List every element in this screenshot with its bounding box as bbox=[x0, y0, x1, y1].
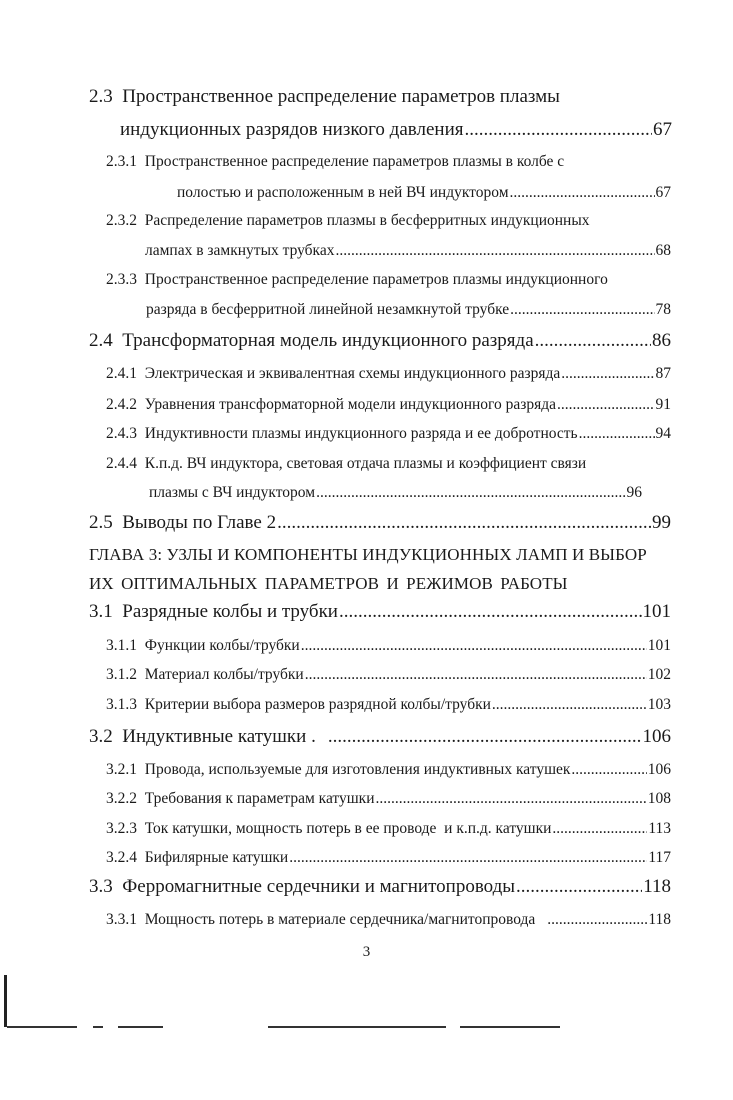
toc-page: 103 bbox=[647, 696, 671, 713]
toc-page: 68 bbox=[655, 242, 671, 259]
toc-number: 2.3 bbox=[89, 86, 113, 107]
leader-dots bbox=[516, 876, 642, 898]
toc-entry-3-2 bbox=[89, 726, 671, 748]
toc-entry-3-1-1 bbox=[106, 637, 671, 655]
leader-dots bbox=[510, 184, 655, 202]
page-number: 3 bbox=[362, 944, 371, 960]
scan-margin-line bbox=[4, 975, 7, 1027]
toc-page: 106 bbox=[642, 726, 671, 747]
toc-entry-2-3-1-line2 bbox=[177, 184, 671, 202]
leader-dots bbox=[547, 911, 647, 929]
toc-number: 2.3.3 bbox=[106, 271, 137, 288]
toc-title: Ток катушки, мощность потерь в ее проводе и к.п.д. катушки bbox=[144, 820, 552, 837]
toc-title: Уравнения трансформаторной модели индукционного разряда bbox=[144, 396, 557, 413]
toc-number: 3.1 bbox=[89, 601, 113, 622]
toc-title: Функции колбы/трубки bbox=[144, 637, 300, 654]
toc-title: Распределение параметров плазмы в бесферритных индукционных bbox=[144, 212, 590, 229]
toc-number: 2.4.4 bbox=[106, 455, 137, 472]
leader-dots bbox=[289, 849, 647, 867]
chapter-3-heading-line1: ГЛАВА 3: УЗЛЫ И КОМПОНЕНТЫ ИНДУКЦИОННЫХ ЛАМП И ВЫБОР bbox=[89, 545, 647, 564]
toc-page: 67 bbox=[655, 184, 671, 201]
toc-title: Трансформаторная модель индукционного разряда bbox=[122, 330, 534, 351]
toc-page: 78 bbox=[655, 301, 671, 318]
chapter-3-heading-line2: ИХ ОПТИМАЛЬНЫХ ПАРАМЕТРОВ И РЕЖИМОВ РАБОТЫ bbox=[89, 574, 568, 593]
leader-dots bbox=[305, 666, 647, 684]
toc-title: Пространственное распределение параметров плазмы индукционного bbox=[144, 271, 608, 288]
toc-title: Ферромагнитные сердечники и магнитопроводы bbox=[122, 876, 516, 897]
scan-bottom-rule-segment bbox=[460, 1026, 560, 1028]
scan-bottom-rule-segment bbox=[118, 1026, 163, 1028]
leader-dots bbox=[552, 820, 647, 838]
toc-entry-2-3-2-line1 bbox=[106, 212, 590, 230]
toc-number: 2.4 bbox=[89, 330, 113, 351]
toc-entry-3-2-3 bbox=[106, 820, 671, 838]
toc-entry-2-5 bbox=[89, 512, 671, 534]
leader-dots bbox=[561, 365, 654, 383]
toc-title: Индуктивные катушки . bbox=[122, 726, 316, 747]
toc-entry-2-3-line1 bbox=[89, 86, 560, 108]
toc-entry-3-3 bbox=[89, 876, 671, 898]
toc-entry-2-4-2 bbox=[106, 396, 671, 414]
toc-number: 3.2.1 bbox=[106, 761, 137, 778]
toc-entry-3-2-1 bbox=[106, 761, 671, 779]
toc-page: 96 bbox=[626, 484, 642, 501]
toc-number: 3.1.3 bbox=[106, 696, 137, 713]
toc-entry-3-1-3 bbox=[106, 696, 671, 714]
toc-title-cont: лампах в замкнутых трубках bbox=[145, 242, 335, 259]
toc-title-cont: индукционных разрядов низкого давления bbox=[120, 119, 464, 140]
toc-entry-2-4-3 bbox=[106, 425, 671, 443]
toc-page: 117 bbox=[648, 849, 671, 866]
leader-dots bbox=[464, 119, 652, 141]
toc-number: 3.2.2 bbox=[106, 790, 137, 807]
toc-number: 3.3 bbox=[89, 876, 113, 897]
toc-title: Выводы по Главе 2 bbox=[122, 512, 277, 533]
leader-dots bbox=[376, 790, 647, 808]
leader-dots bbox=[557, 396, 654, 414]
leader-dots bbox=[301, 637, 647, 655]
leader-dots bbox=[571, 761, 646, 779]
leader-dots bbox=[339, 601, 642, 623]
toc-entry-2-3-2-line2 bbox=[145, 242, 671, 260]
toc-title: Разрядные колбы и трубки bbox=[122, 601, 338, 622]
toc-page: 101 bbox=[642, 601, 671, 622]
toc-entry-3-3-1 bbox=[106, 911, 671, 929]
toc-entry-3-2-2 bbox=[106, 790, 671, 808]
toc-page: 91 bbox=[655, 396, 671, 413]
toc-entry-2-3-1-line1 bbox=[106, 153, 564, 171]
toc-number: 2.4.3 bbox=[106, 425, 137, 442]
toc-number: 3.1.2 bbox=[106, 666, 137, 683]
leader-dots bbox=[316, 484, 625, 502]
toc-number: 3.2.4 bbox=[106, 849, 137, 866]
toc-title: Электрическая и эквивалентная схемы индукционного разряда bbox=[144, 365, 561, 382]
toc-title: Провода, используемые для изготовления индуктивных катушек bbox=[144, 761, 571, 778]
toc-title: Критерии выбора размеров разрядной колбы/трубки bbox=[144, 696, 491, 713]
scan-bottom-rule-segment bbox=[268, 1026, 446, 1028]
toc-title-cont: разряда в бесферритной линейной незамкнутой трубке bbox=[146, 301, 510, 318]
leader-dots bbox=[535, 330, 651, 352]
toc-entry-2-4 bbox=[89, 330, 671, 352]
toc-title: Бифилярные катушки bbox=[144, 849, 289, 866]
leader-dots bbox=[328, 726, 642, 748]
toc-title-cont: полостью и расположенным в ней ВЧ индуктором bbox=[177, 184, 509, 201]
toc-page: 101 bbox=[647, 637, 671, 654]
toc-number: 3.3.1 bbox=[106, 911, 137, 928]
toc-page: 106 bbox=[647, 761, 671, 778]
toc-entry-3-1-2 bbox=[106, 666, 671, 684]
toc-title: Требования к параметрам катушки bbox=[144, 790, 375, 807]
toc-entry-2-3-3-line2 bbox=[146, 301, 671, 319]
toc-page: 113 bbox=[648, 820, 671, 837]
leader-dots bbox=[492, 696, 647, 714]
toc-number: 2.3.1 bbox=[106, 153, 137, 170]
leader-dots bbox=[579, 425, 655, 443]
toc-page: 108 bbox=[647, 790, 671, 807]
toc-title: К.п.д. ВЧ индуктора, световая отдача плазмы и коэффициент связи bbox=[144, 455, 587, 472]
toc-title-cont: плазмы с ВЧ индуктором bbox=[149, 484, 316, 501]
toc-entry-2-3-3-line1 bbox=[106, 271, 608, 289]
scan-bottom-rule-segment bbox=[93, 1026, 103, 1028]
toc-entry-2-4-1 bbox=[106, 365, 671, 383]
toc-page: 67 bbox=[653, 119, 672, 140]
toc-page: 94 bbox=[655, 425, 671, 442]
toc-page: 118 bbox=[648, 911, 671, 928]
toc-title: Пространственное распределение параметров плазмы в колбе с bbox=[144, 153, 565, 170]
toc-entry-3-1 bbox=[89, 601, 671, 623]
toc-page: 102 bbox=[647, 666, 671, 683]
leader-dots bbox=[335, 242, 654, 260]
toc-page: 99 bbox=[652, 512, 671, 533]
toc-number: 2.4.1 bbox=[106, 365, 137, 382]
toc-page: 118 bbox=[643, 876, 671, 897]
toc-number: 2.4.2 bbox=[106, 396, 137, 413]
toc-number: 3.2.3 bbox=[106, 820, 137, 837]
toc-number: 2.5 bbox=[89, 512, 113, 533]
toc-title: Материал колбы/трубки bbox=[144, 666, 304, 683]
scan-bottom-rule-segment bbox=[7, 1026, 77, 1028]
toc-page: 86 bbox=[652, 330, 671, 351]
toc-title: Мощность потерь в материале сердечника/магнитопровода bbox=[144, 911, 536, 928]
toc-number: 3.1.1 bbox=[106, 637, 137, 654]
toc-page: 87 bbox=[655, 365, 671, 382]
toc-entry-2-4-4-line2 bbox=[149, 484, 642, 502]
toc-entry-2-3-line2 bbox=[120, 119, 672, 141]
toc-number: 3.2 bbox=[89, 726, 113, 747]
toc-entry-2-4-4-line1 bbox=[106, 455, 586, 473]
leader-dots bbox=[277, 512, 651, 534]
toc-number: 2.3.2 bbox=[106, 212, 137, 229]
toc-title: Пространственное распределение параметров плазмы bbox=[122, 86, 560, 107]
toc-title: Индуктивности плазмы индукционного разряда и ее добротность bbox=[144, 425, 578, 442]
leader-dots bbox=[510, 301, 654, 319]
toc-entry-3-2-4 bbox=[106, 849, 671, 867]
